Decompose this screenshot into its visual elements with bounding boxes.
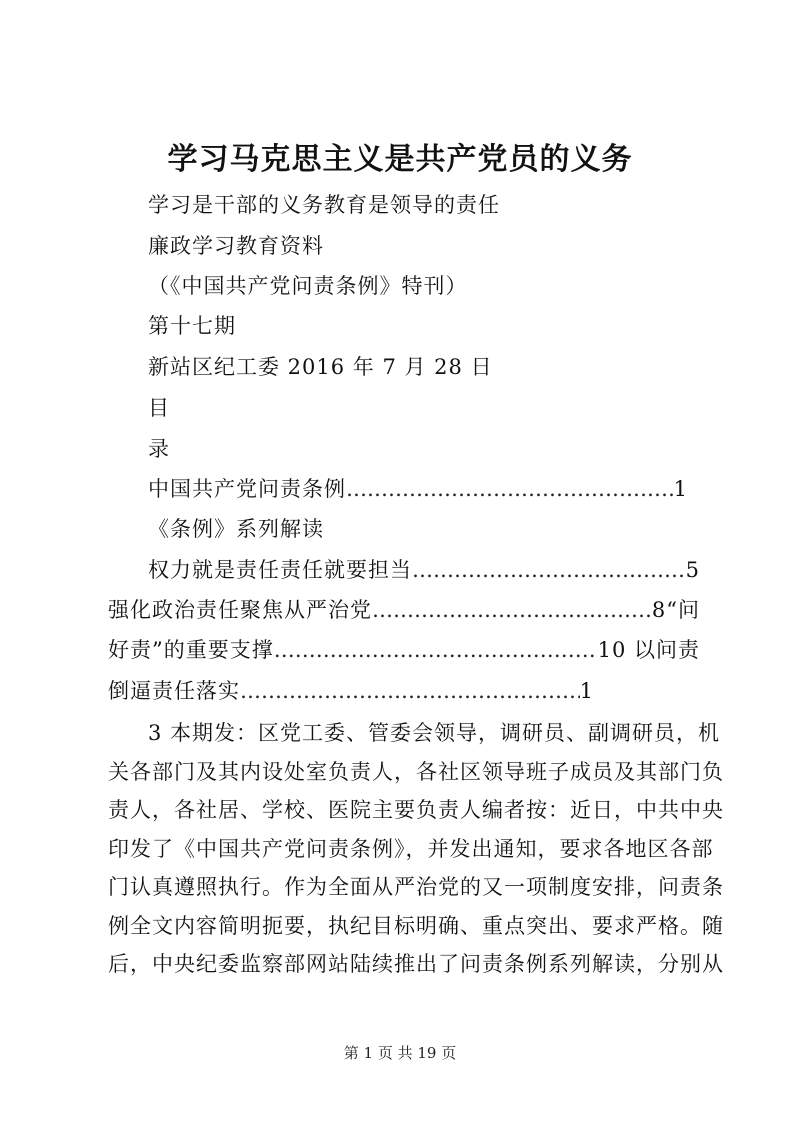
toc-entry-page: 10 以问责	[597, 638, 700, 662]
toc-entry-page: 8“问	[651, 598, 700, 622]
body-line: 例全文内容简明扼要，执纪目标明确、重点突出、要求严格。随	[108, 913, 724, 938]
toc-entry-label: 权力就是责任责任就要担当	[148, 558, 412, 582]
body-line: 责人，各社居、学校、医院主要负责人编者按：近日，中共中央	[108, 798, 724, 822]
toc-entry-label: 倒逼责任落实	[108, 679, 240, 703]
body-line: 门认真遵照执行。作为全面从严治党的又一项制度安排，问责条	[108, 875, 724, 899]
toc-entry	[148, 474, 688, 504]
toc-heading-part2: 录	[148, 437, 170, 461]
toc-entry-label: 好责”的重要支撑	[108, 638, 274, 662]
body-line: 后，中央纪委监察部网站陆续推出了问责条例系列解读，分别从	[108, 952, 724, 976]
toc-heading-part1: 目	[148, 396, 170, 420]
issue-number-line: 第十七期	[148, 314, 236, 338]
toc-entry-page: 1	[579, 679, 594, 703]
toc-leader-dots	[372, 595, 652, 625]
toc-entry	[108, 635, 700, 665]
material-name-line: 廉政学习教育资料	[148, 234, 324, 258]
body-line: 关各部门及其内设处室负责人，各社区领导班子成员及其部门负	[108, 759, 724, 784]
publisher-date-line: 新站区纪工委 2016 年 7 月 28 日	[148, 355, 493, 379]
toc-entry-label: 强化政治责任聚焦从严治党	[108, 598, 372, 622]
special-issue-line: （《中国共产党问责条例》特刊）	[148, 274, 468, 298]
toc-section-heading: 《条例》系列解读	[148, 517, 324, 541]
body-paragraph	[108, 714, 724, 984]
toc-leader-dots	[346, 474, 674, 504]
toc-entry-label: 中国共产党问责条例	[148, 477, 346, 501]
toc-leader-dots	[412, 555, 686, 585]
body-line: 3 本期发：区党工委、管委会领导，调研员、副调研员，机	[148, 721, 721, 745]
toc-entry-page: 5	[685, 558, 700, 582]
document-title: 学习马克思主义是共产党员的义务	[167, 142, 633, 177]
toc-entry	[108, 676, 594, 706]
toc-entry-page: 1	[673, 477, 688, 501]
toc-entry	[148, 555, 700, 585]
subtitle-line: 学习是干部的义务教育是领导的责任	[148, 193, 500, 217]
toc-entry	[108, 595, 700, 625]
body-line: 印发了《中国共产党问责条例》，并发出通知，要求各地区各部	[108, 836, 714, 861]
page-footer: 第 1 页 共 19 页	[343, 1044, 457, 1062]
toc-leader-dots	[274, 635, 598, 665]
toc-leader-dots	[240, 676, 580, 706]
